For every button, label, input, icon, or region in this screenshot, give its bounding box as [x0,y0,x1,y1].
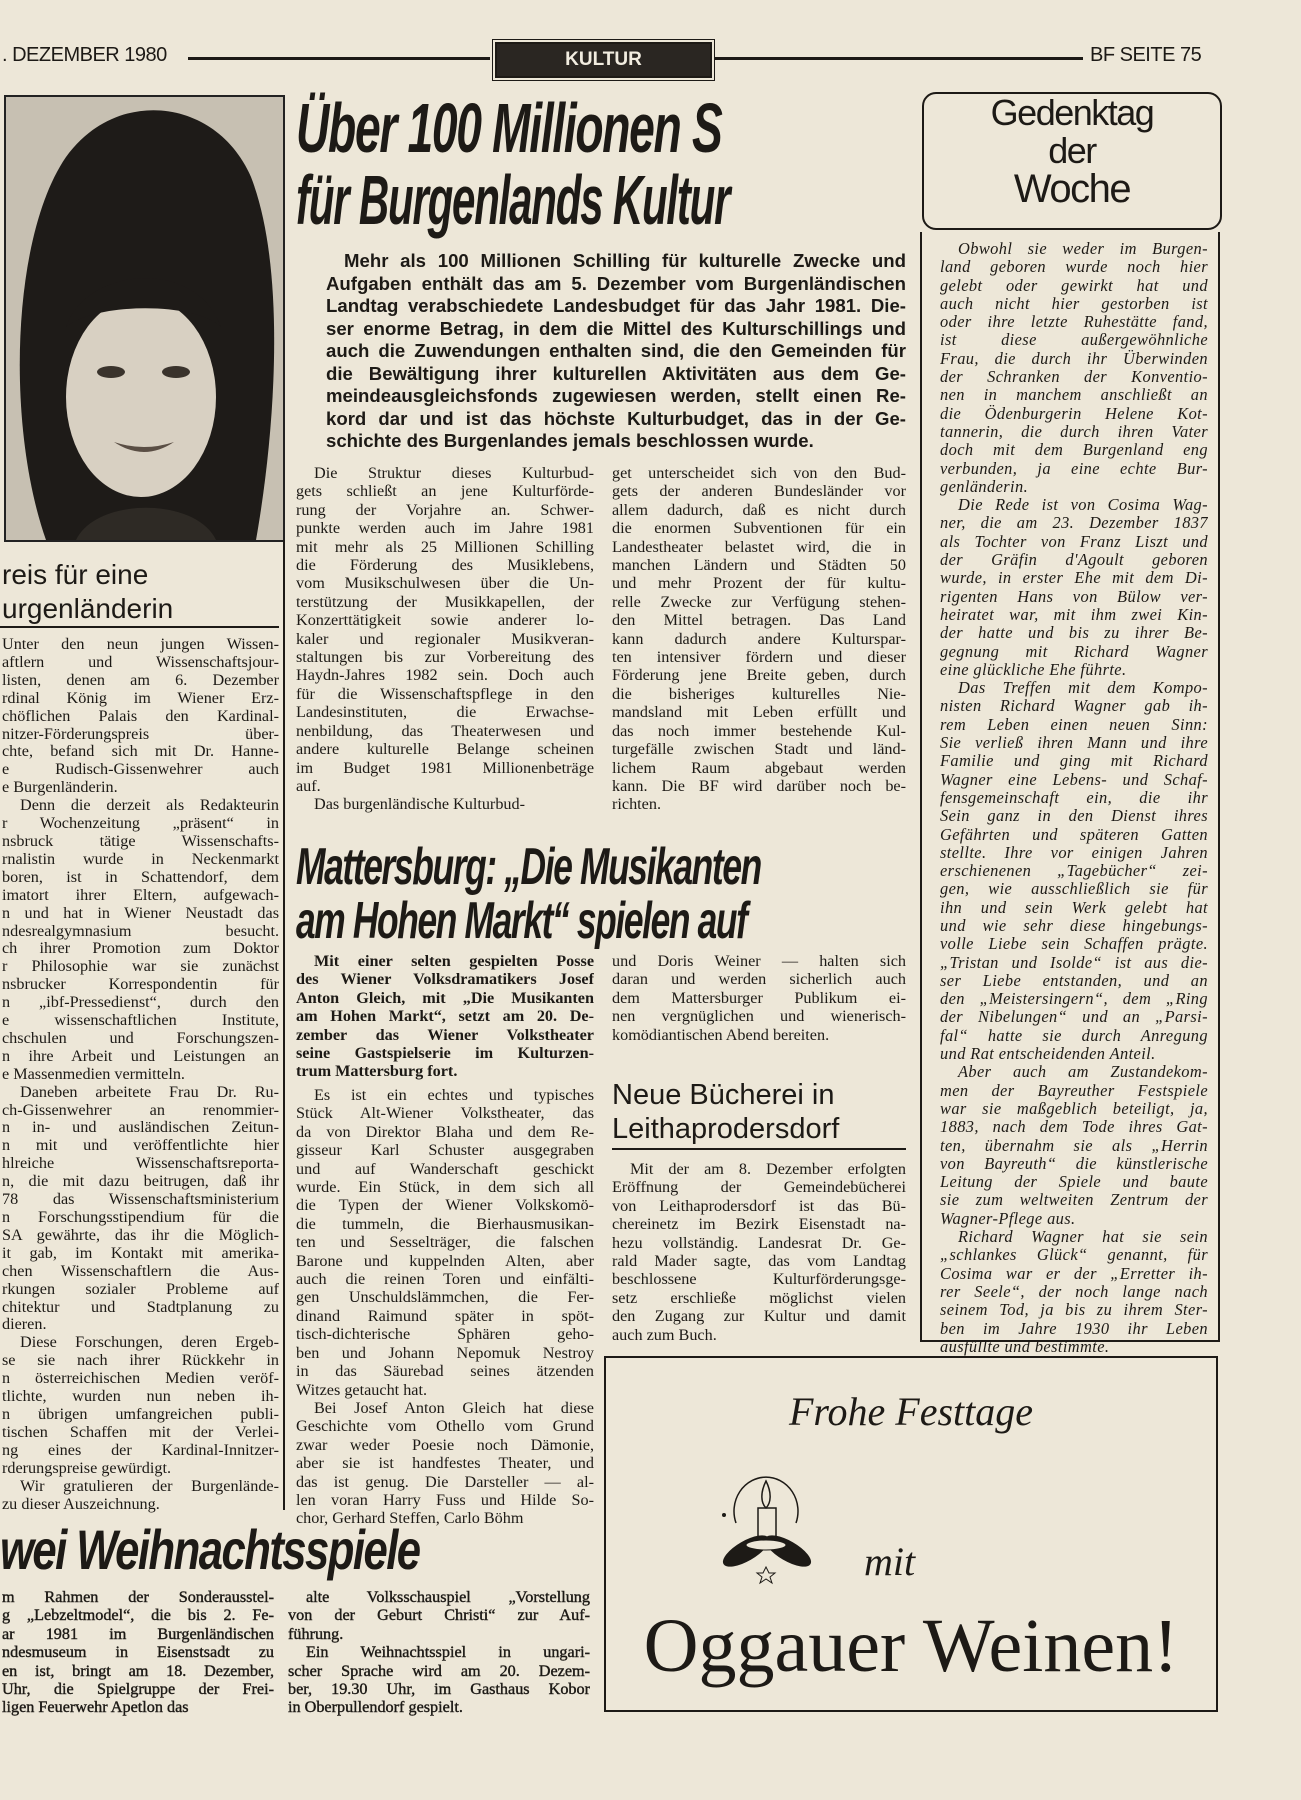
text-line: Sie verließ ihren Mann und ihre [940,734,1208,753]
text-line: die enormen Subventionen für ein [612,519,906,538]
text-line: auch zum Buch. [612,1325,717,1344]
text-line: richten. [612,795,661,814]
text-line: heiratet war, mit ihm zwei Kin- [940,605,1208,624]
weihnacht-body-col1 [2,1588,274,1717]
text-line: se sie nach ihrer Rückkehr in [2,1352,279,1370]
text-line: Uhr, die Spielgruppe der Frei- [2,1680,274,1699]
text-line: r Philosophie war sie zunächst [2,958,279,976]
text-line: des Wiener Volksdramatikers Josef [296,970,594,989]
text-line: m Rahmen der Sonderausstel- [2,1588,274,1606]
text-line: chte, befand sich mit Dr. Hanne- [2,743,279,761]
page-number: BF SEITE 75 [1090,44,1202,66]
text-line: erschienenen „Tagebücher“ zei- [940,862,1208,881]
text-line: die bisheriges kulturelles Nie- [612,684,906,703]
text-line: nenbildung, das Theaterwesen und [296,721,594,740]
text-line: alte Volksschauspiel „Vorstellung [306,1588,590,1606]
text-line: dieren. [2,1316,47,1334]
text-line: Aber auch am Zustandekom- [958,1063,1208,1082]
gedenktag-title-line: Gedenktag [990,92,1154,133]
text-line: nen in manchem anschließt an [940,386,1208,405]
buecherei-headline-line: Leithaprodersdorf [612,1113,840,1145]
text-line: manchen Ländern und Städten 50 [612,556,906,575]
text-line: r Wochenzeitung „präsent“ in [2,815,279,833]
text-line: sie zum weltweiten Zentrum der [940,1191,1208,1210]
gedenktag-title-line: der [1048,130,1096,171]
text-line: „Tristan und Isolde“ ist aus die- [940,953,1208,972]
text-line: kaler und regionaler Musikveran- [296,629,594,648]
text-line: „schlankes Glück“ genannt, für [940,1246,1208,1265]
text-line: volle Liebe sein Schaffen prägte. [940,935,1208,954]
text-line: in das Säurebad seines ätzenden [296,1362,594,1381]
text-line: wurde. Ein Stück, in dem sich all [296,1178,594,1197]
text-line: Mehr als 100 Millionen Schilling für kulturelle Zwecke und [344,250,906,271]
text-line: Unter den neun jungen Wissen- [2,636,279,653]
text-line: n österreichischen Medien veröf- [2,1370,279,1388]
gedenktag-title-box [922,92,1222,230]
text-line: Frau, die durch ihr Überwinden [940,349,1208,368]
ad-mit: mit [864,1539,916,1584]
text-line: der Nibelungen“ und an „Parsi- [940,1008,1208,1027]
text-line: Ein Weihnachtsspiel in ungari- [306,1643,590,1662]
main-headline [296,89,1018,239]
text-line: gelebt oder gewirkt hat und [940,276,1208,295]
mattersburg-headline-line: Mattersburg: „Die Musikanten [296,838,761,896]
text-line: führung. [288,1624,344,1643]
text-line: Barone und kuppelnden Alten, aber [296,1251,594,1270]
text-line: wurde, in erster Ehe mit dem Di- [940,569,1208,588]
text-line: ch-Gissenwehrer an renommier- [2,1101,279,1119]
text-line: Familie und ging mit Richard [940,752,1208,771]
text-line: Das burgenländische Kulturbud- [314,795,525,814]
candle-icon [716,1463,816,1588]
text-line: nsbruck tätige Wissenschafts- [2,832,279,850]
text-line: die Ödenburgerin Helene Kot- [940,404,1208,423]
text-line: da von Direktor Blaha und dem Re- [296,1122,594,1141]
text-line: von Leithaprodersdorf ist das Bü- [612,1196,906,1215]
text-line: in Oberpullendorf gespielt. [288,1698,463,1717]
text-line: g „Lebzeltmodel“, die bis 2. Fe- [2,1606,274,1625]
text-line: scher Sprache wird am 20. Dezem- [288,1661,590,1680]
issue-date: . DEZEMBER 1980 [2,44,167,66]
gedenktag-title-line: Woche [1013,167,1131,211]
text-line: chöflichen Palais den Kardinal- [2,707,279,725]
text-line: von Bayreuth“ die künstlerische [940,1154,1208,1173]
text-line: nen vergnüglichen und wienerisch- [612,1007,906,1026]
text-line: ten und Sesselträger, die falschen [296,1233,594,1252]
ad-greeting: Frohe Festtage [788,1389,1033,1434]
text-line: n mit und veröffentlichte hier [2,1137,279,1155]
text-line: ner, die am 23. Dezember 1837 [940,514,1208,533]
text-line: komödiantischen Abend bereiten. [612,1025,830,1044]
text-line: Richard Wagner hat sie sein [958,1228,1208,1247]
advertisement [604,1356,1218,1712]
text-line: e Massenmedien vermitteln. [2,1065,185,1083]
text-line: chereinetz im Bezirk Eisenstadt na- [612,1215,906,1234]
text-line: tlichte, wurden nun neben ih- [2,1388,279,1406]
text-line: Aufgaben enthält das am 5. Dezember vom Burgenländischen [326,272,906,294]
text-line: Förderung jene Breite geben, durch [612,666,906,685]
text-line: 1883, nach dem Tode ihres Gat- [940,1118,1208,1137]
text-line: fensgemeinschaft ein, die ihr [940,788,1208,807]
text-line: staltungen bis zur Vorbereitung des [296,648,594,667]
text-line: tischen Schaffen mit der Verlei- [2,1423,279,1441]
text-line: beschlossene Kulturförderungsge- [612,1270,906,1289]
text-line: n, die mit dazu beitrugen, daß ihr [2,1173,279,1191]
text-line: Die Struktur dieses Kulturbud- [314,464,594,482]
text-line: Obwohl sie weder im Burgen- [958,240,1208,258]
text-line: tisch-dichterische Sphären geho- [296,1325,594,1344]
text-line: Daneben arbeitete Frau Dr. Ru- [20,1083,279,1101]
main-lead [326,250,906,453]
text-line: lichem Raum abgebaut werden [612,758,906,777]
text-line: ben im Jahre 1930 ihr Leben [940,1319,1208,1338]
text-line: boren, ist in Schattendorf, dem [2,868,279,886]
text-line: chschulen und Forschungszen- [2,1029,279,1047]
text-line: zu dieser Auszeichnung. [2,1495,160,1513]
text-line: rkungen sozialer Probleme auf [2,1280,279,1298]
text-line: und Rat entscheidenden Anteil. [940,1045,1156,1064]
text-line: Stück Alt-Wiener Volkstheater, das [296,1104,594,1123]
text-line: die Bewältigung ihrer kulturellen Aktivitäten aus dem Ge- [326,362,906,384]
header-rule-left [188,57,490,60]
text-line: für die Wissenschaftspflege in den [296,684,594,703]
preis-headline-line: urgenländerin [2,593,174,624]
mattersburg-headline-line: am Hohen Markt“ spielen auf [296,892,747,950]
text-line: men der Bayreuther Festspiele [940,1081,1208,1100]
text-line: SA gewährte, das ihr die Möglich- [2,1226,279,1244]
text-line: setz erschließe möglichst vielen [612,1288,906,1307]
text-line: rdinal König im Wiener Erz- [2,689,279,707]
preis-rule [0,626,279,628]
text-line: ser Liebe entstanden, und an [940,971,1208,990]
text-line: dinand Raimund später in spöt- [296,1306,594,1325]
text-line: chitektur und Stadtplanung zu [2,1298,279,1316]
text-line: listen, denen am 6. Dezember [2,671,279,689]
text-line: n „ibf-Pressedienst“, durch den [2,994,279,1012]
text-line: e Burgenländerin. [2,779,118,797]
text-line: der Gräfin d'Agoult geboren [940,551,1208,570]
text-line: auch die Zuwendungen enthalten sind, die den Gemeinden für [326,340,906,361]
text-line: Mit der am 8. Dezember erfolgten [630,1160,906,1178]
text-line: stellte. Ihre vor einigen Jahren [940,843,1208,862]
text-line: meindeausgleichsfonds zugewiesen werden, stellt einen Re- [326,385,906,406]
text-line: n übrigen umfangreichen publi- [2,1405,279,1423]
text-line: 78 das Wissenschaftsministerium [2,1191,279,1209]
ad-brand: Oggauer Weinen! [643,1604,1179,1688]
text-line: seine Gastspielserie im Kulturzen- [296,1044,594,1063]
text-line: ausfüllte und bestimmte. [940,1337,1110,1356]
text-line: kord dar und ist das höchste Kulturbudget, das in der Ge- [326,407,906,429]
main-headline-line: Über 100 Millionen S [296,89,722,167]
text-line: ten, übernahm sie als „Herrin [940,1136,1208,1155]
text-line: Wagner-Pflege aus. [940,1209,1076,1228]
text-line: Eröffnung der Gemeindebücherei [612,1178,906,1197]
section-label: KULTUR [495,42,712,78]
weihnacht-headline: wei Weihnachtsspiele [0,1518,420,1581]
text-line: Wagner eine Lebens- und Schaf- [940,770,1208,789]
text-line: und auf Wanderschaft geschickt [296,1159,594,1178]
column-divider [283,540,285,1510]
text-line: im Budget 1981 Millionenbeträge [296,758,594,777]
text-line: Diese Forschungen, deren Ergeb- [20,1334,279,1352]
text-line: Haydn-Jahres 1982 sein. Doch auch [296,666,594,685]
text-line: land geboren wurde noch hier [940,258,1208,277]
text-line: Denn die derzeit als Redakteurin [20,797,279,815]
buecherei-headline-line: Neue Bücherei in [612,1079,835,1111]
text-line: nisten Richard Wagner gab ih- [940,697,1208,716]
text-line: Cosima war er der „Erretter ih- [940,1264,1208,1283]
text-line: ng eines der Kardinal-Innitzer- [2,1441,279,1459]
text-line: n und hat in Wiener Neustadt das [2,904,279,922]
text-line: n in- und ausländischen Zeitun- [2,1119,279,1137]
text-line: gegnung mit Richard Wagner [940,642,1208,661]
text-line: rigenten Hans von Bülow ver- [940,587,1208,606]
text-line: das ist genug. Die Darsteller — al- [296,1472,594,1491]
buecherei-rule [612,1148,906,1150]
text-line: seinem Tod, ja bis zu ihrem Ster- [940,1301,1208,1320]
text-line: chor, Gerhard Steffen, Carlo Böhm [296,1509,524,1528]
text-line: ar 1981 im Burgenländischen [2,1624,274,1643]
text-line: Landestheater belastet wird, die in [612,537,906,556]
text-line: vom Musikschulwesen über die Un- [296,574,594,593]
text-line: den Zugang zur Kultur und damit [612,1307,906,1326]
text-line: hlreiche Wissenschaftsreporta- [2,1155,279,1173]
text-line: len voran Harry Fuss und Hilde So- [296,1490,594,1509]
text-line: ser enorme Betrag, in dem die Mittel des Kulturschillings und [326,317,906,339]
portrait-photo [4,95,285,542]
text-line: Es ist ein echtes und typisches [314,1086,594,1104]
text-line: dem Mattersburger Publikum ei- [612,988,906,1007]
text-line: Leitung der Spiele und baute [940,1173,1208,1192]
text-line: den „Meistersingern“, dem „Ring [940,990,1208,1009]
text-line: punkte werden auch im Jahre 1981 [296,519,594,538]
text-line: Wir gratulieren der Burgenlände- [20,1477,279,1495]
text-line: relle Zwecke zur Verfügung stehen- [612,592,906,611]
text-line: oder ihre letzte Ruhestätte fand, [940,313,1208,332]
text-line: nsbrucker Korrespondentin für [2,976,279,994]
text-line: chen Wissenschaftlern die Aus- [2,1262,279,1280]
main-headline-line: für Burgenlands Kultur [296,161,730,239]
text-line: war sie maßgeblich beteiligt, ja, [940,1099,1208,1118]
preis-headline [2,558,173,626]
text-line: ihn und sein Werk gelebt hat [940,898,1208,917]
text-line: Anton Gleich, mit „Die Musikanten [296,988,594,1007]
text-line: ber, 19.30 Uhr, im Gasthaus Kobor [288,1680,590,1699]
text-line: der hatte und bis zu ihrer Be- [940,624,1208,643]
text-line: turgefälle zwischen Stadt und länd- [612,740,906,759]
text-line: tannerin, die durch ihren Vater [940,422,1208,441]
text-line: und Doris Weiner — halten sich [612,952,906,970]
text-line: auch nicht hier gestorben ist [940,294,1208,313]
header-rule-right [715,57,1083,60]
text-line: rem Leben einen neuen Sinn: [940,715,1208,734]
text-line: auch die reinen Toren und einfälti- [296,1270,594,1289]
text-line: gen Unschuldslämmchen, die Fer- [296,1288,594,1307]
text-line: gets schließt an jene Kulturförde- [296,482,594,501]
text-line: trum Mattersburg fort. [296,1062,458,1081]
text-line: ist diese außergewöhnliche [940,331,1208,350]
text-line: ben und Johann Nepomuk Nestroy [296,1343,594,1362]
preis-headline-line: reis für eine [2,559,149,590]
text-line: von der Geburt Christi“ zur Auf- [288,1606,590,1625]
mattersburg-body-col2 [612,952,906,1044]
text-line: n ihre Arbeit und Leistungen an [2,1047,279,1065]
text-line: schichte des Burgenlandes jemals beschlossen wurde. [326,430,814,451]
mattersburg-body-col1 [296,1086,594,1528]
text-line: rald Mader sagte, das vom Landtag [612,1252,906,1271]
text-line: mandsland mit Leben erfüllt und [612,703,906,722]
text-line: Geschichte vom Othello vom Grund [296,1417,594,1436]
text-line: mit mehr als 25 Millionen Schilling [296,537,594,556]
text-line: und mehr Prozent der für kultu- [612,574,906,593]
main-body-col2 [612,464,906,814]
text-line: am Hohen Markt“, setzt am 20. De- [296,1007,594,1026]
text-line: rderungspreise gewürdigt. [2,1459,172,1477]
text-line: ndesmuseum in Eisenstsadt zu [2,1643,274,1662]
text-line: zember das Wiener Volkstheater [296,1025,594,1044]
text-line: Das Treffen mit dem Kompo- [958,679,1208,698]
text-line: den Mittel betragen. Das Land [612,611,906,630]
text-line: it gab, im Kontakt mit amerika- [2,1244,279,1262]
gedenktag-body [940,240,1208,1356]
text-line: kann dadurch andere Kulturspar- [612,629,906,648]
text-line: als Tochter von Franz Liszt und [940,532,1208,551]
text-line: Konzerttätigkeit sowie anderer lo- [296,611,594,630]
text-line: Sein ganz in den Dienst ihres [940,807,1208,826]
text-line: eine glückliche Ehe führte. [940,660,1127,679]
text-line: auf. [296,776,321,795]
text-line: rung der Vorjahre an. Schwer- [296,500,594,519]
text-line: gets der anderen Bundesländer vor [612,482,906,501]
text-line: rer Seele“, der noch lange nach [940,1282,1208,1301]
mattersburg-lead [296,952,594,1081]
text-line: en ist, bringt am 18. Dezember, [2,1661,274,1680]
text-line: Bei Josef Anton Gleich hat diese [314,1398,594,1417]
preis-body [2,636,279,1513]
text-line: aftlern und Wissenschaftsjour- [2,653,279,671]
buecherei-headline [612,1078,839,1146]
text-line: der Schranken der Konventio- [940,368,1208,387]
buecherei-body [612,1160,906,1344]
text-line: e wissenschaftlichen Institute, [2,1012,279,1030]
text-line: kann. Die BF wird darüber noch be- [612,776,906,795]
text-line: gen, wie ausschließlich sie für [940,880,1208,899]
text-line: ligen Feuerwehr Apetlon das [2,1698,189,1717]
text-line: nitzer-Förderungspreis über- [2,725,279,743]
text-line: Landesinstituten, die Erwachse- [296,703,594,722]
text-line: daran und werden sicherlich auch [612,970,906,989]
text-line: Witzes getaucht hat. [296,1380,428,1399]
main-body-col1 [296,464,594,814]
text-line: ndesrealgymnasium besucht. [2,922,279,940]
text-line: und wie sehr diese hingebungs- [940,916,1208,935]
text-line: Mit einer selten gespielten Posse [314,952,594,970]
text-line: Die Rede ist von Cosima Wag- [958,496,1208,515]
text-line: rnalistin wurde in Neckenmarkt [2,850,279,868]
text-line: aber sie ist handfestes Theater, und [296,1454,594,1473]
text-line: das noch immer bestehende Kul- [612,721,906,740]
text-line: verbunden, ja eine echte Bur- [940,459,1208,478]
text-line: die Typen der Wiener Volkskomö- [296,1196,594,1215]
text-line: gisseur Karl Schuster ausgegraben [296,1141,594,1160]
text-line: zwar weder Poesie noch Dämonie, [296,1435,594,1454]
text-line: andere kulturelle Belange scheinen [296,740,594,759]
text-line: die Förderung des Musiklebens, [296,556,594,575]
text-line: get unterscheidet sich von den Bud- [612,464,906,482]
weihnacht-body-col2 [288,1588,590,1717]
text-line: Gefährten und späteren Gatten [940,825,1208,844]
text-line: die tummeln, die Bierhausmusikan- [296,1214,594,1233]
text-line: n Forschungsstipendium für die [2,1209,279,1226]
text-line: imatort ihrer Eltern, aufgewach- [2,886,279,904]
text-line: ten intensiver fördern und dieser [612,648,906,667]
text-line: hezu vollständig. Landesrat Dr. Ge- [612,1233,906,1252]
text-line: genländerin. [940,477,1029,496]
text-line: doch mit dem Burgenland eng [940,441,1208,460]
mattersburg-headline [296,840,980,948]
text-line: e Rudisch-Gissenwehrer auch [2,761,279,779]
text-line: Landtag verabschiedete Landesbudget für das Jahr 1981. Die- [326,295,906,316]
text-line: ch ihrer Promotion zum Doktor [2,940,279,958]
text-line: fal“ hatte sie durch Anregung [940,1026,1208,1045]
text-line: allem dadurch, daß es nicht durch [612,500,906,519]
text-line: terstützung der Musikkapellen, der [296,592,594,611]
